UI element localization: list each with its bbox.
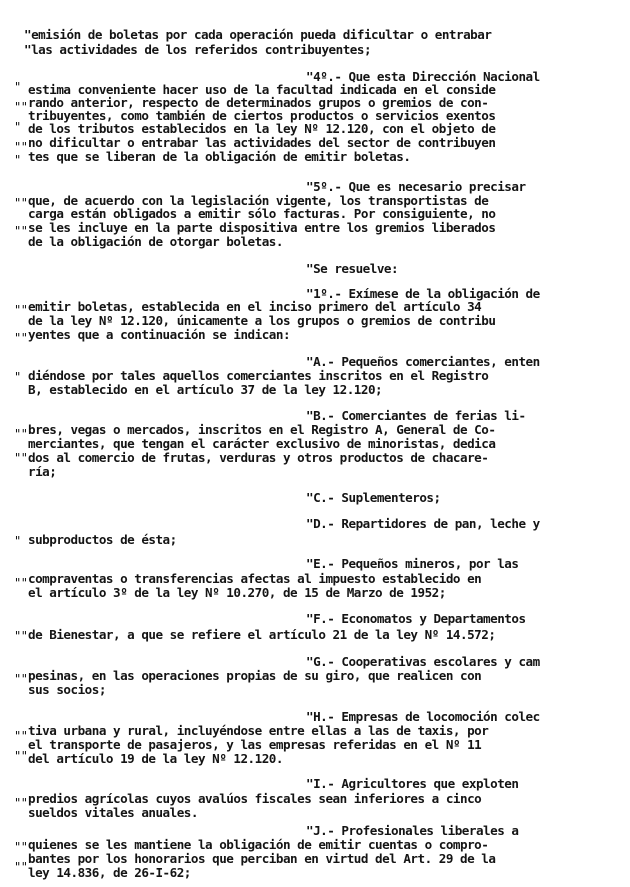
text-line: "emisión de boletas por cada operación pueda dificultar o entrabar: [24, 27, 492, 42]
text-line: sus socios;: [28, 682, 106, 697]
text-line: pesinas, en las operaciones propias de su giro, que realicen con: [28, 668, 482, 683]
text-line: bantes por los honorarios que perciban en virtud del Art. 29 de la: [28, 851, 496, 866]
margin-quote-mark: "": [14, 140, 28, 154]
margin-quote-mark: "": [14, 100, 28, 114]
margin-quote-mark: "": [14, 796, 28, 810]
text-line: quienes se les mantiene la obligación de emitir cuentas o compro-: [28, 837, 489, 852]
text-line: de la ley Nº 12.120, únicamente a los grupos o gremios de contribu: [28, 313, 496, 328]
text-line: de los tributos establecidos en la ley Nº 12.120, con el objeto de: [28, 121, 496, 136]
margin-quote-mark: "": [14, 427, 28, 441]
text-line: tribuyentes, como también de ciertos productos o servicios exentos: [28, 108, 496, 123]
text-line: no dificultar o entrabar las actividades del sector de contribuyen: [28, 135, 496, 150]
text-line: predios agrícolas cuyos avalúos fiscales sean inferiores a cinco: [28, 791, 482, 806]
margin-quote-mark: "": [14, 576, 28, 590]
paragraph-heading: "4º.- Que esta Dirección Nacional: [306, 69, 540, 84]
text-line: diéndose por tales aquellos comerciantes inscritos en el Registro: [28, 368, 489, 383]
text-line: bres, vegas o mercados, inscritos en el Registro A, General de Co-: [28, 422, 496, 437]
paragraph-heading: "5º.- Que es necesario precisar: [306, 179, 526, 194]
margin-quote-mark: "": [14, 331, 28, 345]
margin-quote-mark: "": [14, 840, 28, 854]
paragraph-heading: "Se resuelve:: [306, 261, 399, 276]
paragraph-heading: "F.- Economatos y Departamentos: [306, 611, 526, 626]
text-line: de la obligación de otorgar boletas.: [28, 234, 283, 249]
text-line: el artículo 3º de la ley Nº 10.270, de 15 de Marzo de 1952;: [28, 585, 446, 600]
text-line: se les incluye en la parte dispositiva entre los gremios liberados: [28, 220, 496, 235]
text-line: compraventas o transferencias afectas al impuesto establecido en: [28, 571, 482, 586]
text-line: merciantes, que tengan el carácter exclusivo de minoristas, dedica: [28, 436, 496, 451]
text-line: tiva urbana y rural, incluyéndose entre ellas a las de taxis, por: [28, 723, 489, 738]
margin-quote-mark: ": [14, 370, 21, 384]
paragraph-heading: "D.- Repartidores de pan, leche y: [306, 516, 540, 531]
paragraph-heading: "H.- Empresas de locomoción colec: [306, 709, 540, 724]
text-line: emitir boletas, establecida en el inciso primero del artículo 34: [28, 299, 482, 314]
text-line: B, establecido en el artículo 37 de la ley 12.120;: [28, 382, 383, 397]
margin-quote-mark: "": [14, 860, 28, 874]
margin-quote-mark: ": [14, 80, 21, 94]
text-line: del artículo 19 de la ley Nº 12.120.: [28, 751, 283, 766]
margin-quote-mark: ": [14, 120, 21, 134]
paragraph-heading: "J.- Profesionales liberales a: [306, 823, 519, 838]
text-line: de Bienestar, a que se refiere el artículo 21 de la ley Nº 14.572;: [28, 627, 496, 642]
margin-quote-mark: "": [14, 729, 28, 743]
margin-quote-mark: "": [14, 224, 28, 238]
text-line: estima conveniente hacer uso de la facultad indicada en el conside: [28, 82, 496, 97]
text-line: yentes que a continuación se indican:: [28, 327, 291, 342]
text-line: carga están obligados a emitir sólo facturas. Por consiguiente, no: [28, 206, 496, 221]
text-line: "las actividades de los referidos contribuyentes;: [24, 42, 372, 57]
text-line: subproductos de ésta;: [28, 532, 177, 547]
text-line: tes que se liberan de la obligación de emitir boletas.: [28, 149, 411, 164]
text-line: dos al comercio de frutas, verduras y otros productos de chacare-: [28, 450, 489, 465]
margin-quote-mark: ": [14, 153, 21, 167]
margin-quote-mark: "": [14, 672, 28, 686]
paragraph-heading: "G.- Cooperativas escolares y cam: [306, 654, 540, 669]
text-line: rando anterior, respecto de determinados grupos o gremios de con-: [28, 95, 489, 110]
paragraph-heading: "A.- Pequeños comerciantes, enten: [306, 354, 540, 369]
text-line: que, de acuerdo con la legislación vigente, los transportistas de: [28, 193, 489, 208]
paragraph-heading: "C.- Suplementeros;: [306, 490, 441, 505]
margin-quote-mark: "": [14, 629, 28, 643]
margin-quote-mark: "": [14, 303, 28, 317]
text-line: el transporte de pasajeros, y las empresas referidas en el Nº 11: [28, 737, 482, 752]
text-line: ley 14.836, de 26-I-62;: [28, 865, 191, 880]
text-line: ría;: [28, 464, 57, 479]
paragraph-heading: "1º.- Exímese de la obligación de: [306, 286, 540, 301]
paragraph-heading: "E.- Pequeños mineros, por las: [306, 556, 519, 571]
margin-quote-mark: "": [14, 196, 28, 210]
paragraph-heading: "B.- Comerciantes de ferias li-: [306, 408, 526, 423]
text-line: sueldos vitales anuales.: [28, 805, 198, 820]
margin-quote-mark: "": [14, 749, 28, 763]
margin-quote-mark: "": [14, 451, 28, 465]
paragraph-heading: "I.- Agricultores que exploten: [306, 776, 519, 791]
margin-quote-mark: ": [14, 534, 21, 548]
